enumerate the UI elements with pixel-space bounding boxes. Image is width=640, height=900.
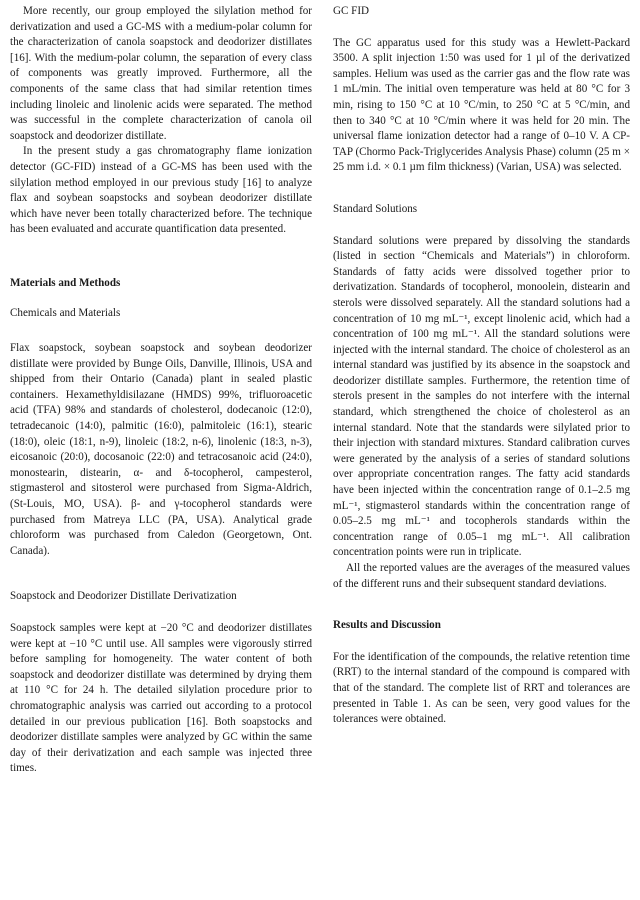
standards-paragraph-2: All the reported values are the averages of the measured values of the different runs and their subsequent standard deviations. (333, 562, 630, 590)
intro-paragraph-2: In the present study a gas chromatography flame ionization detector (GC-FID) instead of a GC-MS has been used with the silylation method employed in our previous study [16] to analyze flax and soybean soapstocks and soybean deodorizer distillate which have never been totally characterized before. The technique has been evaluated and accurate quantification data presented. (10, 145, 312, 236)
standards-paragraph-1: Standard solutions were prepared by dissolving the standards (listed in section “Chemicals and Materials”) in chloroform. Standards of fatty acids were dissolved together prior to derivatization. Standards of tocopherol, monoolein, distearin and sterols were dissolved separately. All the standard solutions had a concentration of 10 mg mL⁻¹, except linolenic acid, which had a concentration of 100 mg mL⁻¹. All the standard solutions were injected with the internal standard. The choice of cholesterol as an internal standard was justified by its absence in the soapstock and deodorizer distillate samples. Furthermore, the retention time of sterols present in the samples do not interfere with the internal standard, which strengthened the choice of cholesterol as an internal standard. Note that the standards were silylated prior to their injection with standard mixtures. Standard calibration curves were generated by the analysis of a series of standard solutions over appropriate concentration ranges. The fatty acid standards have been injected within the concentration range of 0.1–2.5 mg mL⁻¹, stigmasterol standards within the concentration range of 0.05–2.5 mg mL⁻¹ and tocopherols standards within the concentration range of 0.05–1 mg mL⁻¹. All calibration concentration points were run in triplicate. (333, 234, 630, 559)
results-paragraph: For the identification of the compounds, the relative retention time (RRT) to the internal standard of the compound is compared with that of the standard. The complete list of RRT and tolerances are presented in Table 1. As can be seen, very good values for the tolerances were obtained. (333, 650, 630, 726)
subheading-chemicals-materials: Chemicals and Materials (10, 306, 121, 319)
subheading-derivatization: Soapstock and Deodorizer Distillate Derivatization (10, 590, 237, 603)
chemicals-paragraph: Flax soapstock, soybean soapstock and soybean deodorizer distillate were provided by Bunge Oils, Danville, Illinois, USA and shipped from their Ontario (Canada) plant in sealed plastic containers. Hexamethyldisilazane (HMDS) 99%, trifluoroacetic acid (TFA) 98% and standards of cholesterol, dodecanoic (12:0), tetradecanoic (14:0), palmitic (16:0), palmitoleic (16:1), stearic (18:0), oleic (18:1, n-9), linoleic (18:2, n-6), linolenic (18:3, n-3), eicosanoic (20:0), docosanoic (22:0) and tetracosanoic acid (24:0), monostearin, distearin, α- and δ-tocopherol, campesterol, stigmasterol and sitosterol were purchased from Sigma-Aldrich, (St-Louis, MO, USA). β- and γ-tocopherol standards were purchased from Matreya LLC (PA, USA). Analytical grade chloroform was purchased from Caledon (Georgetown, Ont. Canada). (10, 342, 312, 557)
right-column (333, 4, 630, 728)
gc-fid-paragraph: The GC apparatus used for this study was a Hewlett-Packard 3500. A split injection 1:50 was used for 1 µl of the derivatized samples. Helium was used as the carrier gas and the flow rate was 1 mL/min. The initial oven temperature was held at 80 °C for 3 min, rising to 150 °C at 10 °C/min, to 250 °C at 5 °C/min, and then to 340 °C at 10 °C/min where it was held for 20 min. The universal flame ionization detector had a range of 0–10 V. A CP-TAP (Chormo Pack-Triglycerides Analysis Phase) column (25 m × 25 mm i.d. × 0.1 µm film thickness) (Varian, USA) was selected. (333, 36, 630, 174)
subheading-gc-fid: GC FID (333, 5, 370, 17)
left-column (10, 4, 312, 777)
section-heading-materials-methods: Materials and Methods (10, 276, 121, 289)
intro-paragraph-1: More recently, our group employed the silylation method for derivatization and used a GC-MS with a medium-polar column for the characterization of canola soapstock and deodorizer distillates [16]. With the medium-polar column, the separation of every class of components was greatly improved. Furthermore, all the components of the same class that had similar retention times including linoleic and linolenic acids were separated. The method was successful in the complete characterization of canola oil soapstock and deodorizer distillate. (10, 5, 312, 142)
subheading-standard-solutions: Standard Solutions (333, 202, 418, 215)
section-heading-results-discussion: Results and Discussion (333, 619, 441, 632)
derivatization-paragraph: Soapstock samples were kept at −20 °C and deodorizer distillates were kept at −10 °C until use. All samples were vigorously stirred before sampling for homogeneity. The water content of both soapstock and deodorizer distillate was determined by drying them at 110 °C for 24 h. The detailed silylation procedure prior to chromatographic analysis was carried out according to a protocol detailed in our previous publication [16]. Both soapstocks and deodorizer distillate samples were analyzed by GC within the same day of their derivatization and each sample was injected three times. (10, 622, 312, 775)
